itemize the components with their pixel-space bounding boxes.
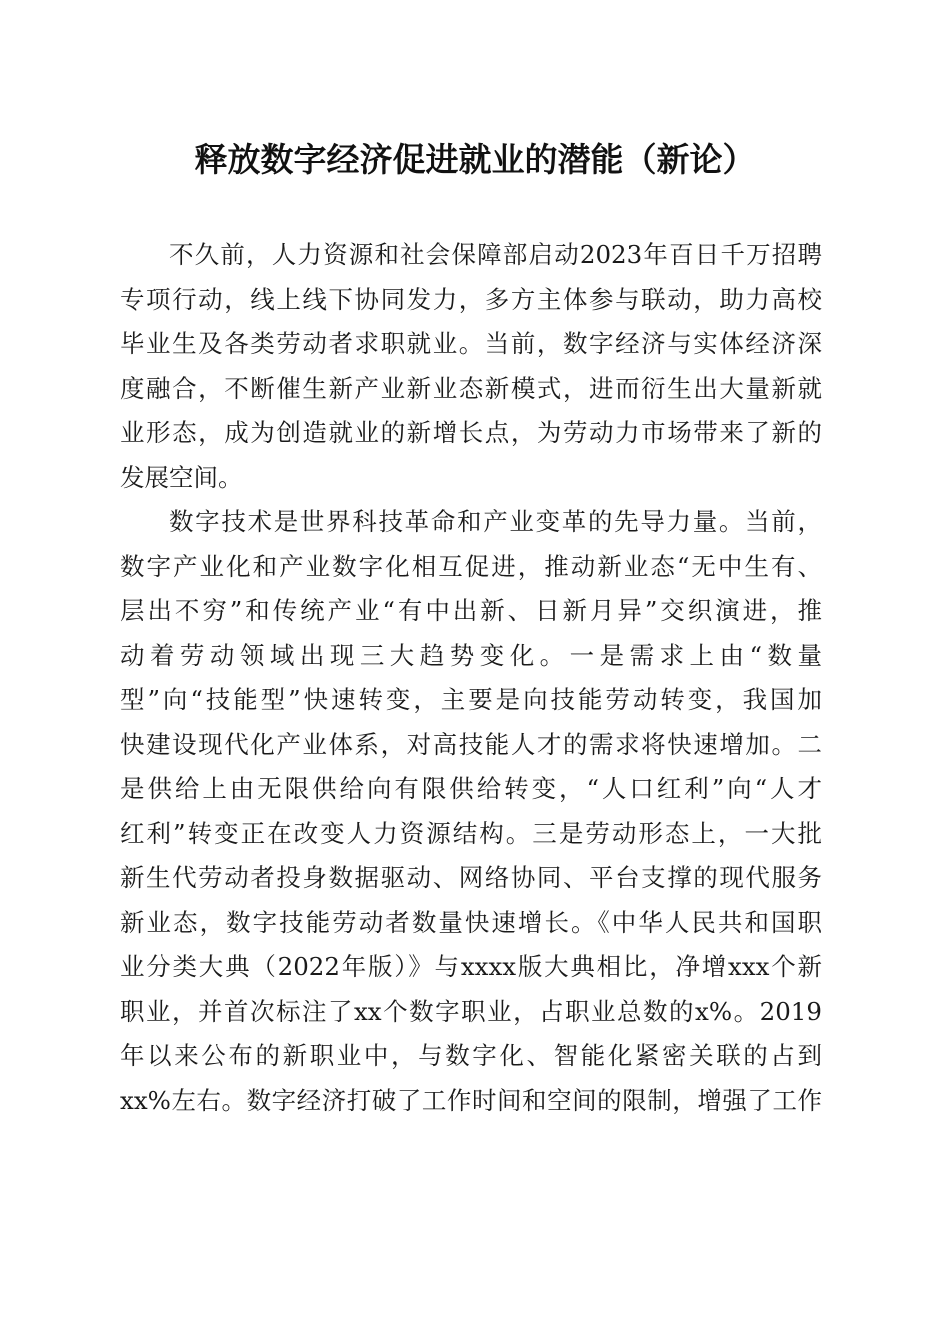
paragraph-1-line-2: 专项行动，线上线下协同发力，多方主体参与联动，助力高校 [120,285,822,314]
article-title: 释放数字经济促进就业的潜能（新论） [194,140,756,179]
paragraph-2-line-1: 数字技术是世界科技革命和产业变革的先导力量。当前， [169,507,822,536]
paragraph-2-line-12: 职业，并首次标注了xx个数字职业，占职业总数的x%。2019 [120,997,822,1026]
paragraph-2-line-11: 业分类大典（2022年版）》与xxxx版大典相比，净增xxx个新 [120,952,822,981]
paragraph-2-line-10: 新业态，数字技能劳动者数量快速增长。《中华人民共和国职 [120,908,822,937]
paragraph-2-line-7: 是供给上由无限供给向有限供给转变，“人口红利”向“人才 [120,774,822,803]
paragraph-2-line-3: 层出不穷”和传统产业“有中出新、日新月异”交织演进，推 [120,596,822,625]
paragraph-2-line-8: 红利”转变正在改变人力资源结构。三是劳动形态上，一大批 [120,819,822,848]
paragraph-2-line-13: 年以来公布的新职业中，与数字化、智能化紧密关联的占到 [120,1041,822,1070]
paragraph-2-line-9: 新生代劳动者投身数据驱动、网络协同、平台支撑的现代服务 [120,863,822,892]
paragraph-2-line-2: 数字产业化和产业数字化相互促进，推动新业态“无中生有、 [120,552,822,581]
paragraph-1-line-3: 毕业生及各类劳动者求职就业。当前，数字经济与实体经济深 [120,329,822,358]
paragraph-2-line-4: 动着劳动领域出现三大趋势变化。一是需求上由“数量 [120,641,822,670]
paragraph-2-line-6: 快建设现代化产业体系，对高技能人才的需求将快速增加。二 [120,730,822,759]
paragraph-1-line-1: 不久前，人力资源和社会保障部启动2023年百日千万招聘 [169,240,822,269]
paragraph-1-line-6: 发展空间。 [120,463,243,492]
paragraph-1-line-4: 度融合，不断催生新产业新业态新模式，进而衍生出大量新就 [120,374,822,403]
paragraph-2-line-14: xx%左右。数字经济打破了工作时间和空间的限制，增强了工作 [120,1086,822,1115]
paragraph-2-line-5: 型”向“技能型”快速转变，主要是向技能劳动转变，我国加 [120,685,822,714]
paragraph-1-line-5: 业形态，成为创造就业的新增长点，为劳动力市场带来了新的 [120,418,822,447]
